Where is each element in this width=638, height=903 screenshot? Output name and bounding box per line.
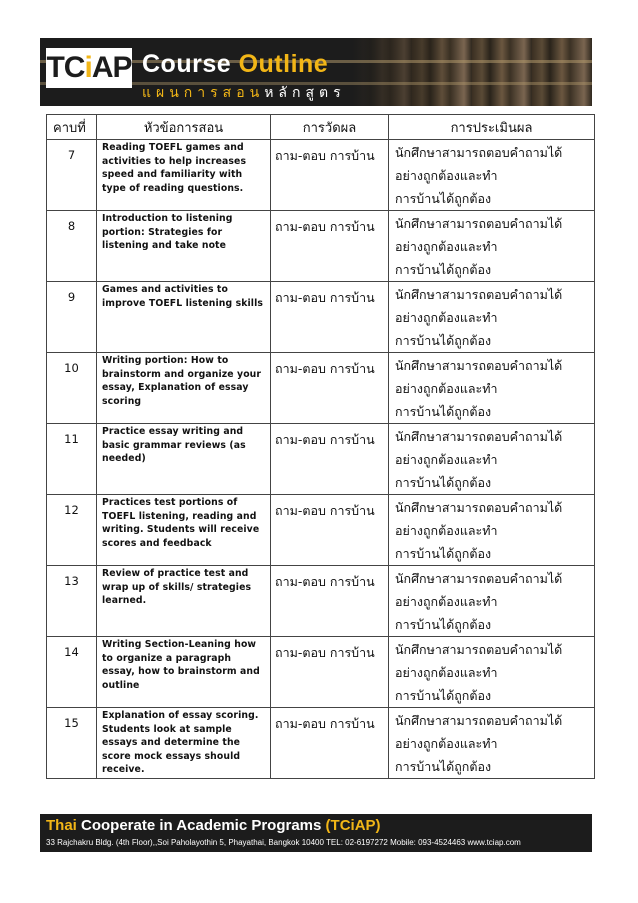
assess-cell <box>389 566 595 637</box>
assess-line: การบ้านได้ถูกต้อง <box>395 617 492 632</box>
measure-cell: ถาม-ตอบ การบ้าน <box>271 566 389 637</box>
measure-cell: ถาม-ตอบ การบ้าน <box>271 708 389 779</box>
assess-line: อย่างถูกต้องและทำ <box>395 381 498 396</box>
week-number: 8 <box>47 211 97 282</box>
assess-line: การบ้านได้ถูกต้อง <box>395 404 492 419</box>
week-number: 12 <box>47 495 97 566</box>
organization-name-rest: Cooperate in Academic Programs <box>76 817 326 834</box>
table-row <box>47 140 595 211</box>
measure-cell: ถาม-ตอบ การบ้าน <box>271 495 389 566</box>
topic-cell: Review of practice test and wrap up of skills/ strategies learned. <box>97 566 271 637</box>
assess-line: นักศึกษาสามารถตอบคำถามได้ <box>395 429 563 444</box>
week-number: 14 <box>47 637 97 708</box>
topic-cell: Games and activities to improve TOEFL listening skills <box>97 282 271 353</box>
page-title-main: Course <box>142 50 239 78</box>
topic-cell: Writing Section-Leaning how to organize a paragraph essay, how to brainstorm and outline <box>97 637 271 708</box>
measure-cell: ถาม-ตอบ การบ้าน <box>271 637 389 708</box>
footer-banner <box>40 814 592 852</box>
assess-cell <box>389 637 595 708</box>
page-subtitle-b: หลักสูตร <box>264 84 346 100</box>
table-header-row <box>47 115 595 140</box>
page-subtitle-a: แผนการสอน <box>142 84 265 100</box>
measure-cell: ถาม-ตอบ การบ้าน <box>271 211 389 282</box>
assess-cell <box>389 140 595 211</box>
assess-line: อย่างถูกต้องและทำ <box>395 239 498 254</box>
assess-line: อย่างถูกต้องและทำ <box>395 523 498 538</box>
assess-line: การบ้านได้ถูกต้อง <box>395 475 492 490</box>
topic-cell: Practices test portions of TOEFL listening, reading and writing. Students will receive scores and feedback <box>97 495 271 566</box>
course-outline-table <box>46 114 595 779</box>
assess-line: อย่างถูกต้องและทำ <box>395 452 498 467</box>
topic-cell: Practice essay writing and basic grammar reviews (as needed) <box>97 424 271 495</box>
bookshelf-image <box>352 38 592 106</box>
assess-cell <box>389 353 595 424</box>
column-header-assess: การประเมินผล <box>389 115 595 140</box>
assess-line: อย่างถูกต้องและทำ <box>395 736 498 751</box>
assess-cell <box>389 282 595 353</box>
assess-line: นักศึกษาสามารถตอบคำถามได้ <box>395 145 563 160</box>
organization-name-word1: Thai <box>46 817 77 834</box>
organization-abbr: (TCiAP) <box>325 817 381 834</box>
topic-cell: Introduction to listening portion: Strategies for listening and take note <box>97 211 271 282</box>
table-row <box>47 353 595 424</box>
table-row <box>47 211 595 282</box>
assess-line: นักศึกษาสามารถตอบคำถามได้ <box>395 358 563 373</box>
week-number: 13 <box>47 566 97 637</box>
assess-line: การบ้านได้ถูกต้อง <box>395 688 492 703</box>
assess-line: การบ้านได้ถูกต้อง <box>395 759 492 774</box>
header-banner <box>40 38 592 106</box>
table-row <box>47 637 595 708</box>
week-number: 15 <box>47 708 97 779</box>
assess-line: นักศึกษาสามารถตอบคำถามได้ <box>395 571 563 586</box>
topic-cell: Writing portion: How to brainstorm and organize your essay, Explanation of essay scoring <box>97 353 271 424</box>
assess-line: การบ้านได้ถูกต้อง <box>395 333 492 348</box>
assess-line: การบ้านได้ถูกต้อง <box>395 262 492 277</box>
page-subtitle <box>142 82 346 104</box>
week-number: 9 <box>47 282 97 353</box>
column-header-topic: หัวข้อการสอน <box>97 115 271 140</box>
logo-text-accent: i <box>84 51 92 84</box>
tciap-logo <box>46 48 132 88</box>
organization-name <box>46 817 381 834</box>
table-row <box>47 495 595 566</box>
assess-cell <box>389 211 595 282</box>
assess-line: นักศึกษาสามารถตอบคำถามได้ <box>395 500 563 515</box>
assess-line: การบ้านได้ถูกต้อง <box>395 546 492 561</box>
topic-cell: Reading TOEFL games and activities to help increases speed and familiarity with type of reading questions. <box>97 140 271 211</box>
assess-line: อย่างถูกต้องและทำ <box>395 168 498 183</box>
assess-line: นักศึกษาสามารถตอบคำถามได้ <box>395 713 563 728</box>
column-header-measure: การวัดผล <box>271 115 389 140</box>
assess-line: อย่างถูกต้องและทำ <box>395 594 498 609</box>
measure-cell: ถาม-ตอบ การบ้าน <box>271 140 389 211</box>
week-number: 10 <box>47 353 97 424</box>
assess-line: การบ้านได้ถูกต้อง <box>395 191 492 206</box>
page-title <box>142 50 328 79</box>
logo-text-prefix: TC <box>46 51 85 84</box>
measure-cell: ถาม-ตอบ การบ้าน <box>271 353 389 424</box>
assess-cell <box>389 708 595 779</box>
table-row <box>47 424 595 495</box>
assess-line: อย่างถูกต้องและทำ <box>395 665 498 680</box>
topic-cell: Explanation of essay scoring. Students look at sample essays and determine the score mock essays should receive. <box>97 708 271 779</box>
assess-line: นักศึกษาสามารถตอบคำถามได้ <box>395 642 563 657</box>
page-title-accent: Outline <box>238 50 329 78</box>
measure-cell: ถาม-ตอบ การบ้าน <box>271 282 389 353</box>
assess-cell <box>389 424 595 495</box>
measure-cell: ถาม-ตอบ การบ้าน <box>271 424 389 495</box>
table-row <box>47 566 595 637</box>
assess-line: นักศึกษาสามารถตอบคำถามได้ <box>395 216 563 231</box>
logo-text-suffix: AP <box>91 51 132 84</box>
assess-cell <box>389 495 595 566</box>
week-number: 7 <box>47 140 97 211</box>
assess-line: นักศึกษาสามารถตอบคำถามได้ <box>395 287 563 302</box>
column-header-week: คาบที่ <box>47 115 97 140</box>
table-row <box>47 708 595 779</box>
week-number: 11 <box>47 424 97 495</box>
table-row <box>47 282 595 353</box>
contact-address: 33 Rajchakru Bldg. (4th Floor),,Soi Paholayothin 5, Phayathai, Bangkok 10400 TEL: 02-6197272 Mobile: 093-4524463 www.tciap.com <box>46 838 521 847</box>
assess-line: อย่างถูกต้องและทำ <box>395 310 498 325</box>
